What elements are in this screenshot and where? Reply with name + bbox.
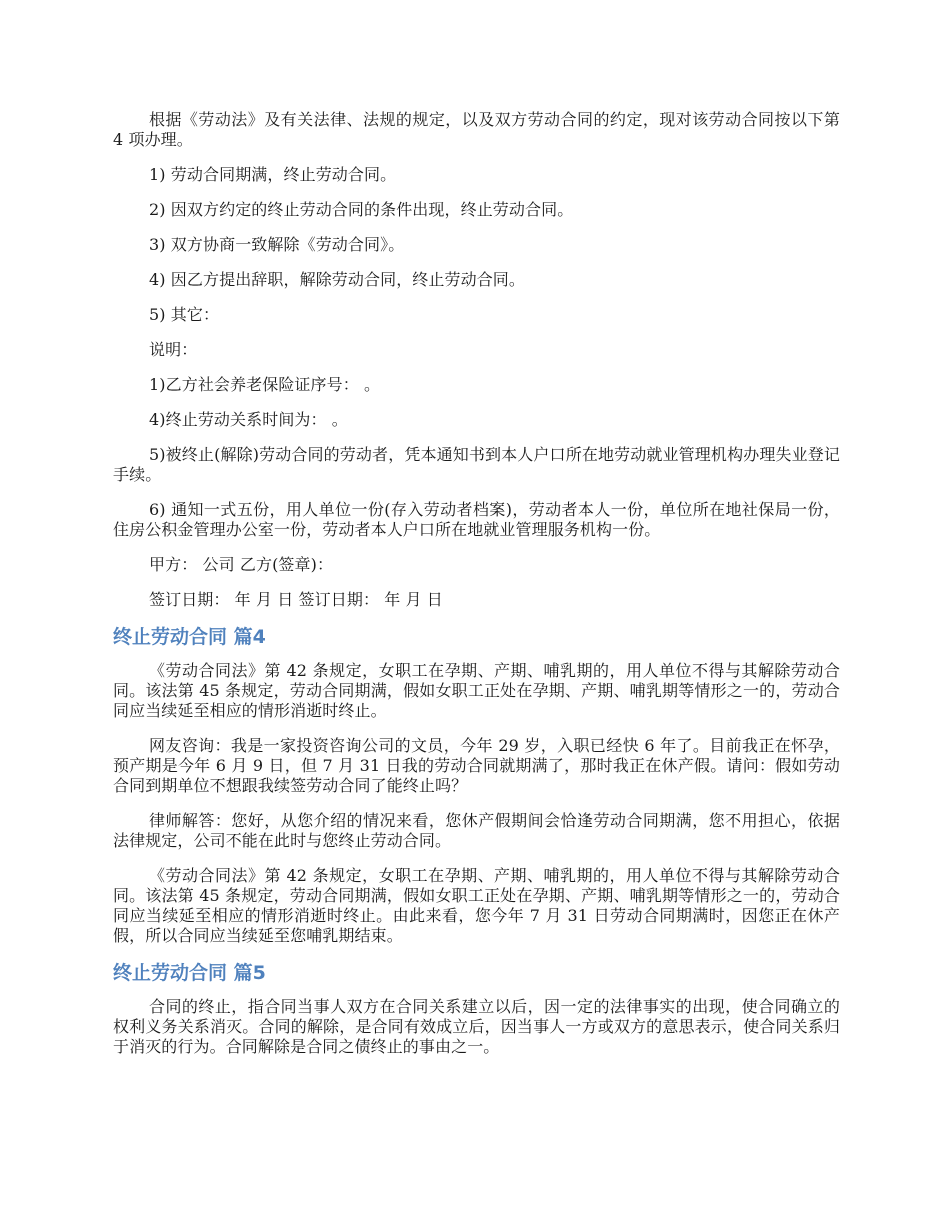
option-item-2: 2) 因双方约定的终止劳动合同的条件出现，终止劳动合同。 [149, 200, 574, 219]
notes-label: 说明： [149, 340, 198, 359]
signature-line: 甲方： 公司 乙方(签章)： [149, 555, 334, 574]
option-item-4: 4) 因乙方提出辞职，解除劳动合同，终止劳动合同。 [149, 270, 526, 289]
section4-paragraph-1: 《劳动合同法》第 42 条规定，女职工在孕期、产期、哺乳期的，用人单位不得与其解除劳动合同。该法第 45 条规定，劳动合同期满，假如女职工正处在孕期、产期、哺乳期等情形之一的，劳动合同应当续延至相应的情形消逝时终止。 [113, 661, 840, 720]
sign-date-line: 签订日期： 年 月 日 签订日期： 年 月 日 [149, 590, 443, 609]
option-item-1: 1) 劳动合同期满，终止劳动合同。 [149, 165, 397, 184]
document-page [113, 110, 840, 1057]
option-item-5: 5) 其它： [149, 305, 220, 324]
section4-paragraph-4: 《劳动合同法》第 42 条规定，女职工在孕期、产期、哺乳期的，用人单位不得与其解除劳动合同。该法第 45 条规定，劳动合同期满，假如女职工正处在孕期、产期、哺乳期等情形之一的，劳动合同应当续延至相应的情形消逝时终止。由此来看，您今年 7 月 31 日劳动合同期满时，因您正在休产假，所以合同应当续延至您哺乳期结束。 [113, 866, 840, 945]
section-heading-4: 终止劳动合同 篇4 [113, 626, 266, 648]
section4-paragraph-3: 律师解答：您好，从您介绍的情况来看，您休产假期间会恰逢劳动合同期满，您不用担心，依据法律规定，公司不能在此时与您终止劳动合同。 [113, 811, 840, 850]
note-item-1: 1)乙方社会养老保险证序号： 。 [149, 375, 381, 394]
option-item-3: 3) 双方协商一致解除《劳动合同》。 [149, 235, 405, 254]
note-item-6: 6) 通知一式五份，用人单位一份(存入劳动者档案)，劳动者本人一份，单位所在地社保局一份，住房公积金管理办公室一份，劳动者本人户口所在地就业管理服务机构一份。 [113, 500, 840, 539]
section-heading-5: 终止劳动合同 篇5 [113, 962, 266, 984]
section5-paragraph-1: 合同的终止，指合同当事人双方在合同关系建立以后，因一定的法律事实的出现，使合同确立的权利义务关系消灭。合同的解除，是合同有效成立后，因当事人一方或双方的意思表示，使合同关系归于消灭的行为。合同解除是合同之债终止的事由之一。 [113, 997, 840, 1056]
paragraph-intro: 根据《劳动法》及有关法律、法规的规定，以及双方劳动合同的约定，现对该劳动合同按以下第 4 项办理。 [113, 110, 840, 149]
section4-paragraph-2: 网友咨询：我是一家投资咨询公司的文员，今年 29 岁，入职已经快 6 年了。目前我正在怀孕，预产期是今年 6 月 9 日，但 7 月 31 日我的劳动合同就期满了，那时我正在休产假。请问：假如劳动合同到期单位不想跟我续签劳动合同了能终止吗？ [113, 736, 840, 795]
note-item-5: 5)被终止(解除)劳动合同的劳动者，凭本通知书到本人户口所在地劳动就业管理机构办理失业登记手续。 [113, 445, 840, 484]
note-item-4: 4)终止劳动关系时间为： 。 [149, 410, 348, 429]
